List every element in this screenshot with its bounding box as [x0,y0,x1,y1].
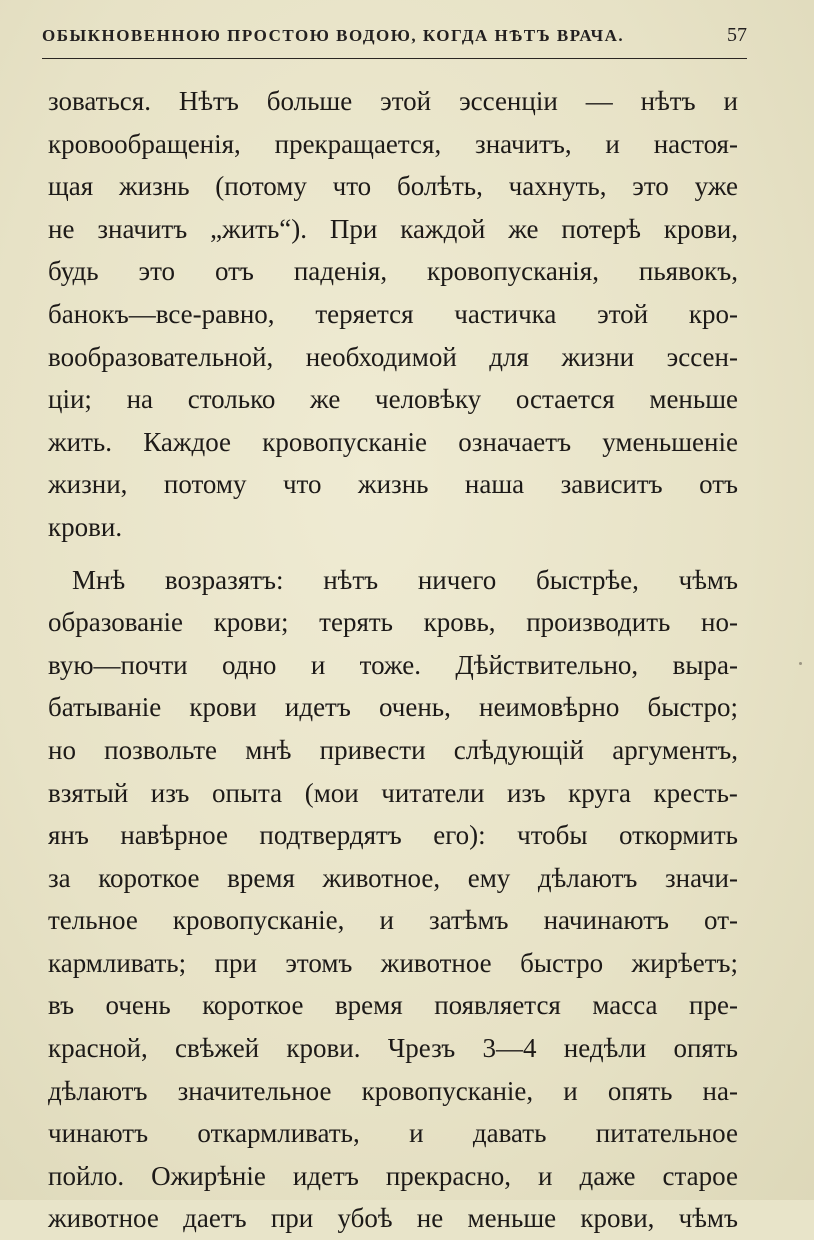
word: человѣку [375,384,482,415]
word: наша [464,469,525,500]
word: выра- [672,649,738,680]
word: чѣмъ [678,1203,738,1234]
word: каждой [400,213,486,244]
word: производить [526,607,671,638]
word: ціи; [48,384,92,415]
word: взятый [48,777,129,808]
word: — [585,86,613,116]
word: Мнѣ [72,564,126,595]
text-line [48,421,738,464]
word: жирѣетъ; [631,947,738,978]
word: давать [472,1118,547,1149]
word: значительное [177,1075,332,1106]
word: уже [694,171,738,202]
word: меньше [467,1203,557,1234]
word: „жить“). [210,213,307,244]
paragraph-1 [48,80,738,549]
word: слѣдующій [453,734,585,765]
word: кресть- [653,777,738,808]
word: привести [319,734,426,765]
word: чѣмъ [678,564,738,595]
text-line [48,1027,738,1070]
word: и [538,1160,553,1191]
word: 3—4 [482,1033,537,1064]
word: чтобы [517,820,588,851]
word: паденія, [293,256,388,287]
text-line [48,293,738,336]
word: возразятъ: [164,564,284,595]
word: ему [467,862,511,893]
word: опять [607,1075,673,1106]
word: очень [105,990,171,1021]
word: необходимой [305,341,457,372]
text-line [48,857,738,900]
word: от- [704,905,738,936]
word: его): [433,820,486,851]
word: остается [515,384,615,415]
word: этомъ [285,947,353,978]
text-line [48,686,738,729]
word: значитъ [97,213,188,244]
word: значи- [664,862,738,893]
word: не [48,213,75,244]
word: животное, [322,862,441,893]
word: быстро [520,947,604,978]
word: пьявокъ, [638,256,738,287]
word: это [138,256,176,287]
text-line [48,463,738,506]
word: нѣтъ [640,86,696,116]
word: кровопусканіе [262,426,427,457]
word: кровопусканіе, [361,1075,534,1106]
word: что [332,171,372,202]
word: убоѣ [337,1203,393,1234]
body-text [48,80,738,1240]
text-line [48,772,738,815]
text-line [48,165,738,208]
word: крови. [286,1033,361,1064]
word: масса [592,990,658,1021]
word: дѣлаютъ [48,1075,148,1106]
word: неимовѣрно [479,692,620,723]
word: вообразовательной, [48,341,274,372]
word: больше [266,86,353,116]
word: быстрѣе, [536,564,639,595]
text-line [48,644,738,687]
word: дѣлаютъ [537,862,638,893]
word: Ожирѣніе [151,1160,266,1191]
word: для [489,341,529,372]
word: жизнь [118,171,190,202]
word: аргументъ, [612,734,738,765]
word: (потому [215,171,307,202]
word: но [48,734,76,765]
word: этой [597,298,649,329]
word: жизнь [357,469,429,500]
word: старое [662,1160,738,1191]
word: меньше [649,384,738,415]
word: время [227,862,295,893]
word: вую—почти [48,649,188,680]
text-line: крови. [48,511,123,542]
word: жизни [561,341,635,372]
word: банокъ—все-равно, [48,298,275,329]
text-line [48,899,738,942]
word: Дѣйствительно, [455,649,639,680]
word: на- [702,1075,738,1106]
word: кровопусканіе, [172,905,345,936]
word: при [214,947,257,978]
word: кармливать; [48,947,187,978]
word: затѣмъ [429,905,509,936]
text-line [48,336,738,379]
word: кровь, [423,607,496,638]
word: кровопусканія, [427,256,599,287]
word: настоя- [653,128,738,159]
word: что [282,469,322,500]
word: время [334,990,403,1021]
word: тоже. [359,649,421,680]
word: позвольте [104,734,218,765]
word: короткое [202,990,304,1021]
word: эссен- [666,341,738,372]
word: Каждое [143,426,232,457]
text-line [48,729,738,772]
text-line [48,1155,738,1198]
page-header [42,24,747,59]
word: (мои [304,777,359,808]
word: болѣть, [396,171,483,202]
text-line [48,1112,738,1155]
word: но- [701,607,738,638]
word: при [270,1203,314,1234]
word: При [329,213,378,244]
word: этой [380,86,432,116]
word: и [379,905,394,936]
word: питательное [595,1118,738,1149]
word: изъ [506,777,546,808]
text-line [48,601,738,644]
word: уменьшеніе [602,426,738,457]
text-line [48,208,738,251]
word: прекращается, [274,128,442,159]
word: подтвердятъ [259,820,402,851]
word: очень, [378,692,451,723]
word: будь [48,256,99,287]
page-number: 57 [727,24,747,46]
word: янъ [48,820,89,851]
word: крови, [663,213,738,244]
word: одно [221,649,277,680]
word: ничего [417,564,497,595]
text-line [48,378,738,421]
word: и [563,1075,578,1106]
word: отъ [214,256,254,287]
word: чахнуть, [508,171,607,202]
word: теряется [315,298,414,329]
word: щая [48,171,94,202]
word: опыта [211,777,283,808]
word: изъ [150,777,190,808]
word: круга [568,777,631,808]
paper-speck [799,662,802,665]
word: тельное [48,905,138,936]
text-line [48,1197,738,1240]
word: не [416,1203,444,1234]
word: идетъ [284,692,351,723]
word: же [310,384,341,415]
word: опять [673,1033,738,1064]
running-head: ОБЫКНОВЕННОЮ ПРОСТОЮ ВОДОЮ, КОГДА НѢТЪ ВРАЧА. [42,26,625,45]
word: идетъ [292,1160,359,1191]
word: отъ [699,469,738,500]
text-line [48,984,738,1027]
word: навѣрное [120,820,228,851]
word: кровообращенія, [48,128,241,159]
word: жизни, [48,469,128,500]
word: и [310,649,326,680]
word: чинаютъ [48,1118,149,1149]
word: потому [163,469,247,500]
word: даже [579,1160,636,1191]
word: короткое [98,862,200,893]
text-line [48,80,738,123]
word: появляется [434,990,561,1021]
word: Нѣтъ [178,86,239,116]
word: недѣли [563,1033,647,1064]
word: столько [187,384,276,415]
word: это [632,171,669,202]
word: и [409,1118,424,1149]
word: крови [189,692,257,723]
word: же [508,213,539,244]
word: животное [380,947,492,978]
word: частичка [454,298,557,329]
word: и [723,86,738,116]
text-line [48,942,738,985]
word: животное [48,1203,159,1234]
word: зависитъ [560,469,663,500]
word: жить. [48,426,112,457]
text-line [48,250,738,293]
word: батываніе [48,692,162,723]
word: быстро; [647,692,738,723]
word: начинаютъ [543,905,669,936]
word: значитъ, [475,128,572,159]
word: свѣжей [175,1033,260,1064]
text-line [48,1070,738,1113]
word: потерѣ [561,213,641,244]
word: мнѣ [245,734,292,765]
word: даетъ [183,1203,247,1234]
word: крови; [213,607,289,638]
text-line [48,559,738,602]
word: терять [319,607,393,638]
word: въ [48,990,75,1021]
word: читатели [381,777,485,808]
text-line [48,123,738,166]
word: откормить [619,820,738,851]
word: на [126,384,154,415]
text-line [48,814,738,857]
word: пре- [689,990,738,1021]
word: красной, [48,1033,148,1064]
word: образованіе [48,607,184,638]
paragraph-2 [48,559,738,1240]
word: зоваться. [48,86,151,116]
word: прекрасно, [385,1160,512,1191]
word: означаетъ [458,426,572,457]
word: крови, [580,1203,655,1234]
word: пойло. [48,1160,125,1191]
word: за [48,862,71,893]
word: кро- [688,298,738,329]
word: откармливать, [197,1118,360,1149]
word: и [605,128,620,159]
word: нѣтъ [323,564,379,595]
word: эссенціи [459,86,558,116]
word: Чрезъ [387,1033,456,1064]
